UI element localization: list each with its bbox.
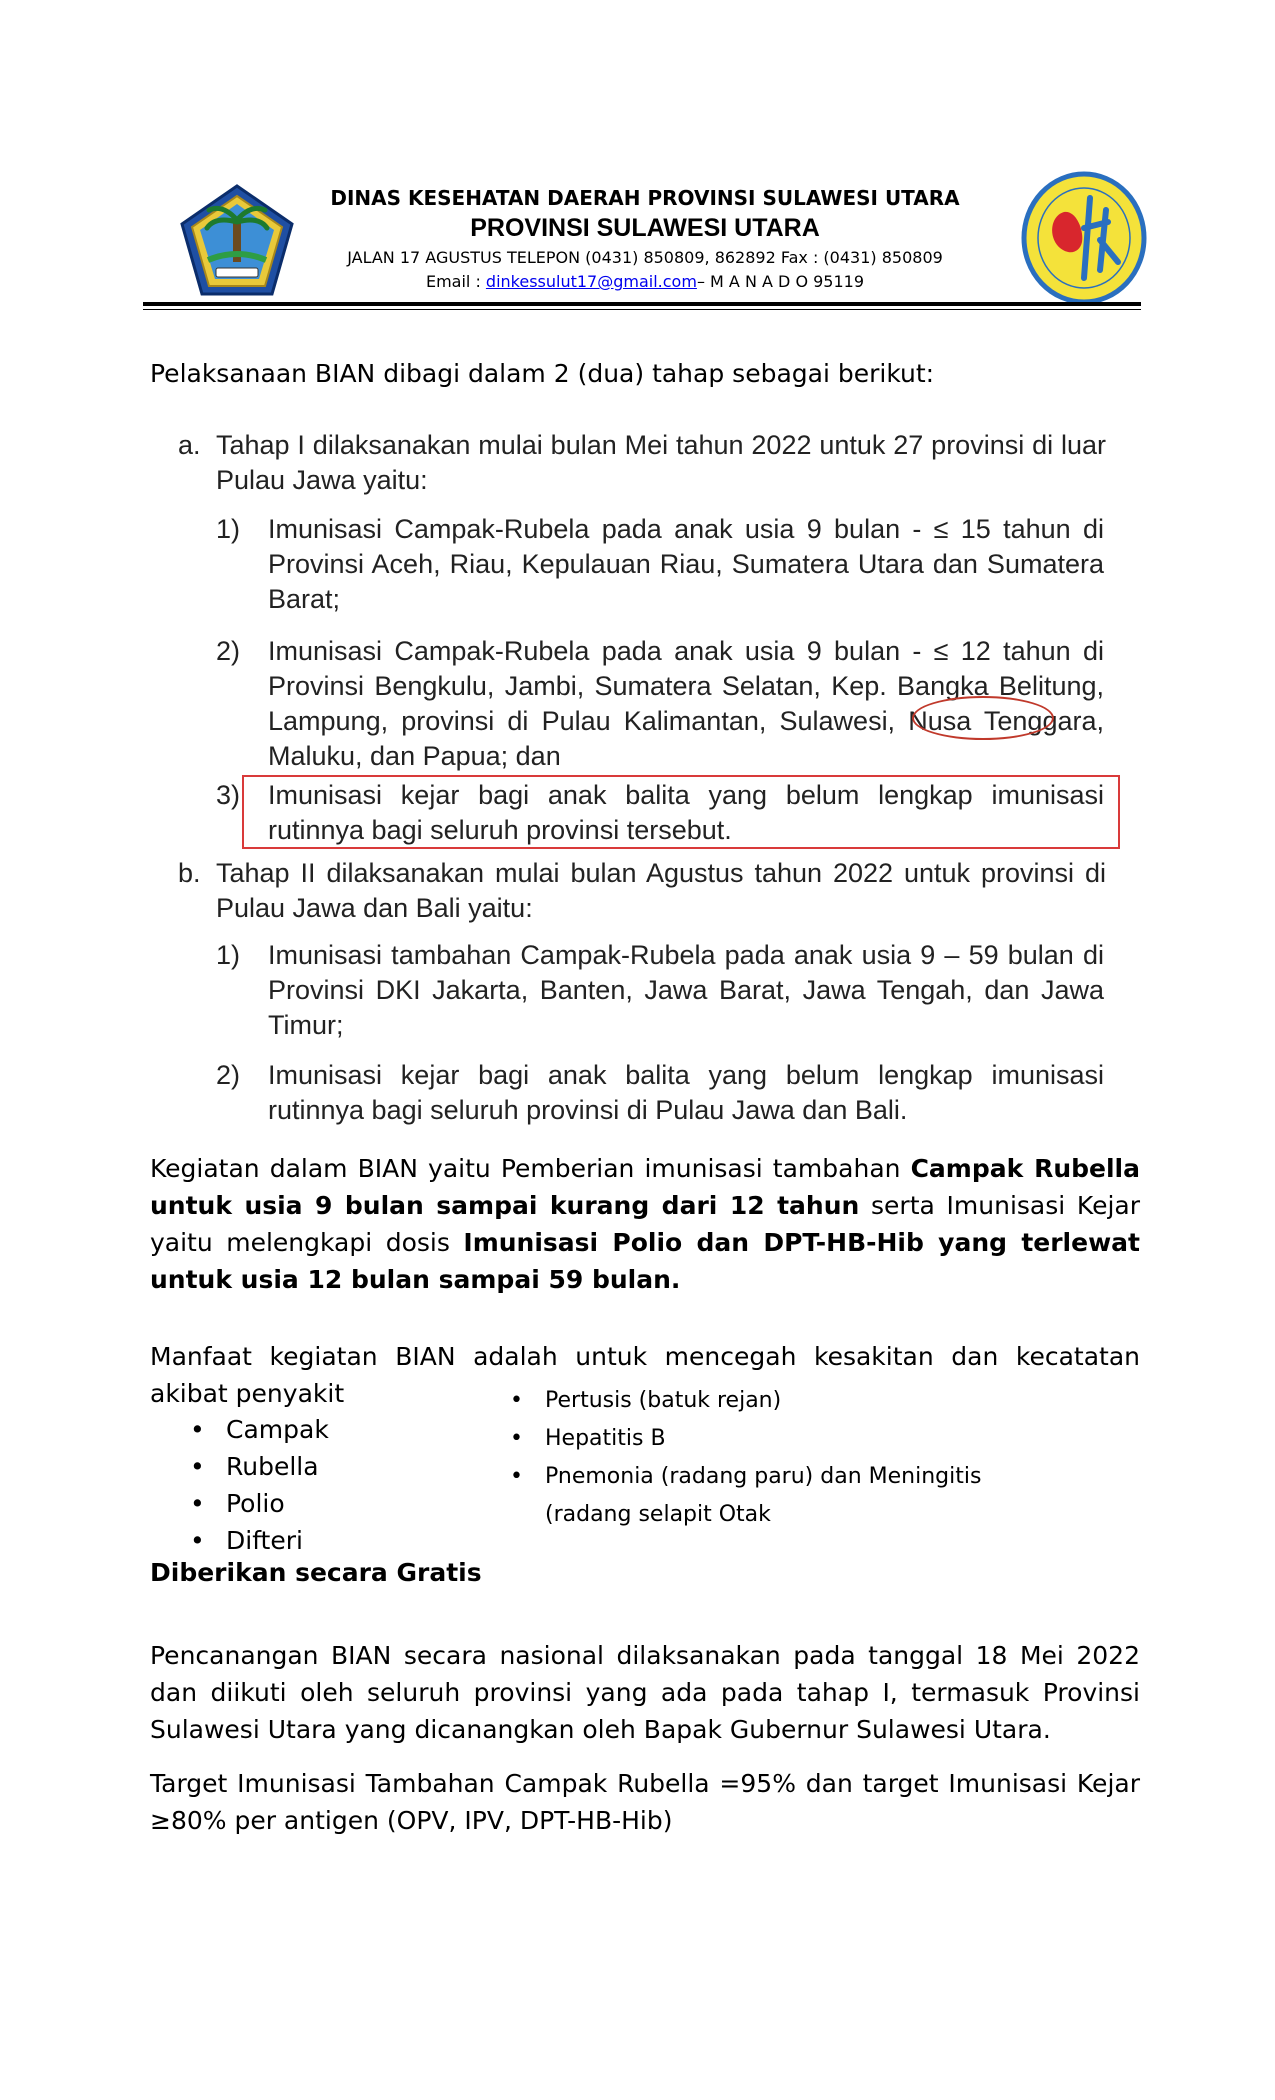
- email-link[interactable]: dinkessulut17@gmail.com: [485, 272, 697, 291]
- stage-a-item-3-text: Imunisasi kejar bagi anak balita yang belum lengkap imunisasi rutinnya bagi seluruh provinsi tersebut.: [268, 780, 1104, 845]
- stage-a-text: Tahap I dilaksanakan mulai bulan Mei tahun 2022 untuk 27 provinsi di luar Pulau Jawa yaitu:: [216, 430, 1106, 495]
- list-item: • Hepatitis B: [470, 1420, 990, 1458]
- activities-text-1: Kegiatan dalam BIAN yaitu Pemberian imunisasi tambahan: [150, 1154, 911, 1183]
- stage-b-marker: b.: [178, 858, 201, 888]
- disease-list-left: [150, 1411, 329, 1559]
- email-prefix: Email :: [425, 272, 486, 291]
- email-suffix: – M A N A D O 95119: [696, 272, 865, 291]
- letterhead-agency: DINAS KESEHATAN DAERAH PROVINSI SULAWESI UTARA: [330, 186, 960, 210]
- list-item: • Pnemonia (radang paru) dan Meningitis (radang selapit Otak: [470, 1458, 990, 1534]
- bian-logo-icon: [1020, 170, 1148, 305]
- stage-a-marker: a.: [178, 430, 201, 460]
- list-item: • Difteri: [150, 1522, 329, 1559]
- letterhead-province: PROVINSI SULAWESI UTARA: [470, 214, 820, 242]
- stage-a-item-2-marker: 2): [216, 636, 241, 666]
- list-item: • Polio: [150, 1485, 329, 1522]
- stage-b-item-2-marker: 2): [216, 1060, 241, 1090]
- stage-b-text: Tahap II dilaksanakan mulai bulan Agustus tahun 2022 untuk provinsi di Pulau Jawa dan Bali yaitu:: [216, 858, 1106, 923]
- disease-list-right: [470, 1382, 990, 1534]
- highlight-box: [242, 775, 1120, 849]
- letterhead-divider: [143, 302, 1141, 306]
- activities-bold-1: Campak Rubella untuk usia 9 bulan sampai kurang dari 12 tahun: [150, 1154, 1140, 1220]
- letterhead-address: JALAN 17 AGUSTUS TELEPON (0431) 850809, 862892 Fax : (0431) 850809: [347, 248, 943, 267]
- list-item: • Campak: [150, 1411, 329, 1448]
- stage-a-item-2-text: Imunisasi Campak-Rubela pada anak usia 9 bulan - ≤ 12 tahun di Provinsi Bengkulu, Jambi, Sumatera Selatan, Kep. Bangka Belitung, Lampung, provinsi di Pulau Kalimantan, Sulawesi, Nusa Tenggara, Maluku, dan Papua; dan: [268, 636, 1104, 771]
- list-item: • Pertusis (batuk rejan): [470, 1382, 990, 1420]
- target-paragraph: Target Imunisasi Tambahan Campak Rubella =95% dan target Imunisasi Kejar ≥80% per antigen (OPV, IPV, DPT-HB-Hib): [150, 1769, 1140, 1835]
- stage-a-item-1-text: Imunisasi Campak-Rubela pada anak usia 9 bulan - ≤ 15 tahun di Provinsi Aceh, Riau, Kepulauan Riau, Sumatera Utara dan Sumatera Barat;: [268, 514, 1104, 614]
- stage-b-item-1-marker: 1): [216, 940, 241, 970]
- activities-bold-2: Imunisasi Polio dan DPT-HB-Hib yang terlewat untuk usia 12 bulan sampai 59 bulan.: [150, 1228, 1140, 1294]
- stage-b-item-1-text: Imunisasi tambahan Campak-Rubela pada anak usia 9 – 59 bulan di Provinsi DKI Jakarta, Banten, Jawa Barat, Jawa Tengah, dan Jawa Timur;: [268, 940, 1104, 1040]
- activities-text-2: serta Imunisasi Kejar yaitu melengkapi dosis: [150, 1191, 1140, 1257]
- letterhead-divider-thin: [143, 309, 1141, 310]
- list-item: • Rubella: [150, 1448, 329, 1485]
- launch-paragraph: Pencanangan BIAN secara nasional dilaksanakan pada tanggal 18 Mei 2022 dan diikuti oleh seluruh provinsi yang ada pada tahap I, termasuk Provinsi Sulawesi Utara yang dicanangkan oleh Bapak Gubernur Sulawesi Utara.: [150, 1641, 1140, 1744]
- free-of-charge-heading: Diberikan secara Gratis: [150, 1558, 482, 1587]
- intro-paragraph: Pelaksanaan BIAN dibagi dalam 2 (dua) tahap sebagai berikut:: [150, 359, 935, 388]
- highlight-circle: [912, 696, 1054, 740]
- stage-b-item-2-text: Imunisasi kejar bagi anak balita yang belum lengkap imunisasi rutinnya bagi seluruh provinsi di Pulau Jawa dan Bali.: [268, 1060, 1104, 1125]
- provincial-seal-icon: [178, 182, 296, 300]
- letterhead-contact: [300, 272, 990, 291]
- benefits-paragraph: Manfaat kegiatan BIAN adalah untuk mencegah kesakitan dan kecatatan akibat penyakit: [150, 1342, 1140, 1408]
- activities-paragraph: [150, 1150, 1140, 1298]
- stage-a-item-3-marker: 3): [216, 780, 241, 810]
- stage-a-item-1-marker: 1): [216, 514, 241, 544]
